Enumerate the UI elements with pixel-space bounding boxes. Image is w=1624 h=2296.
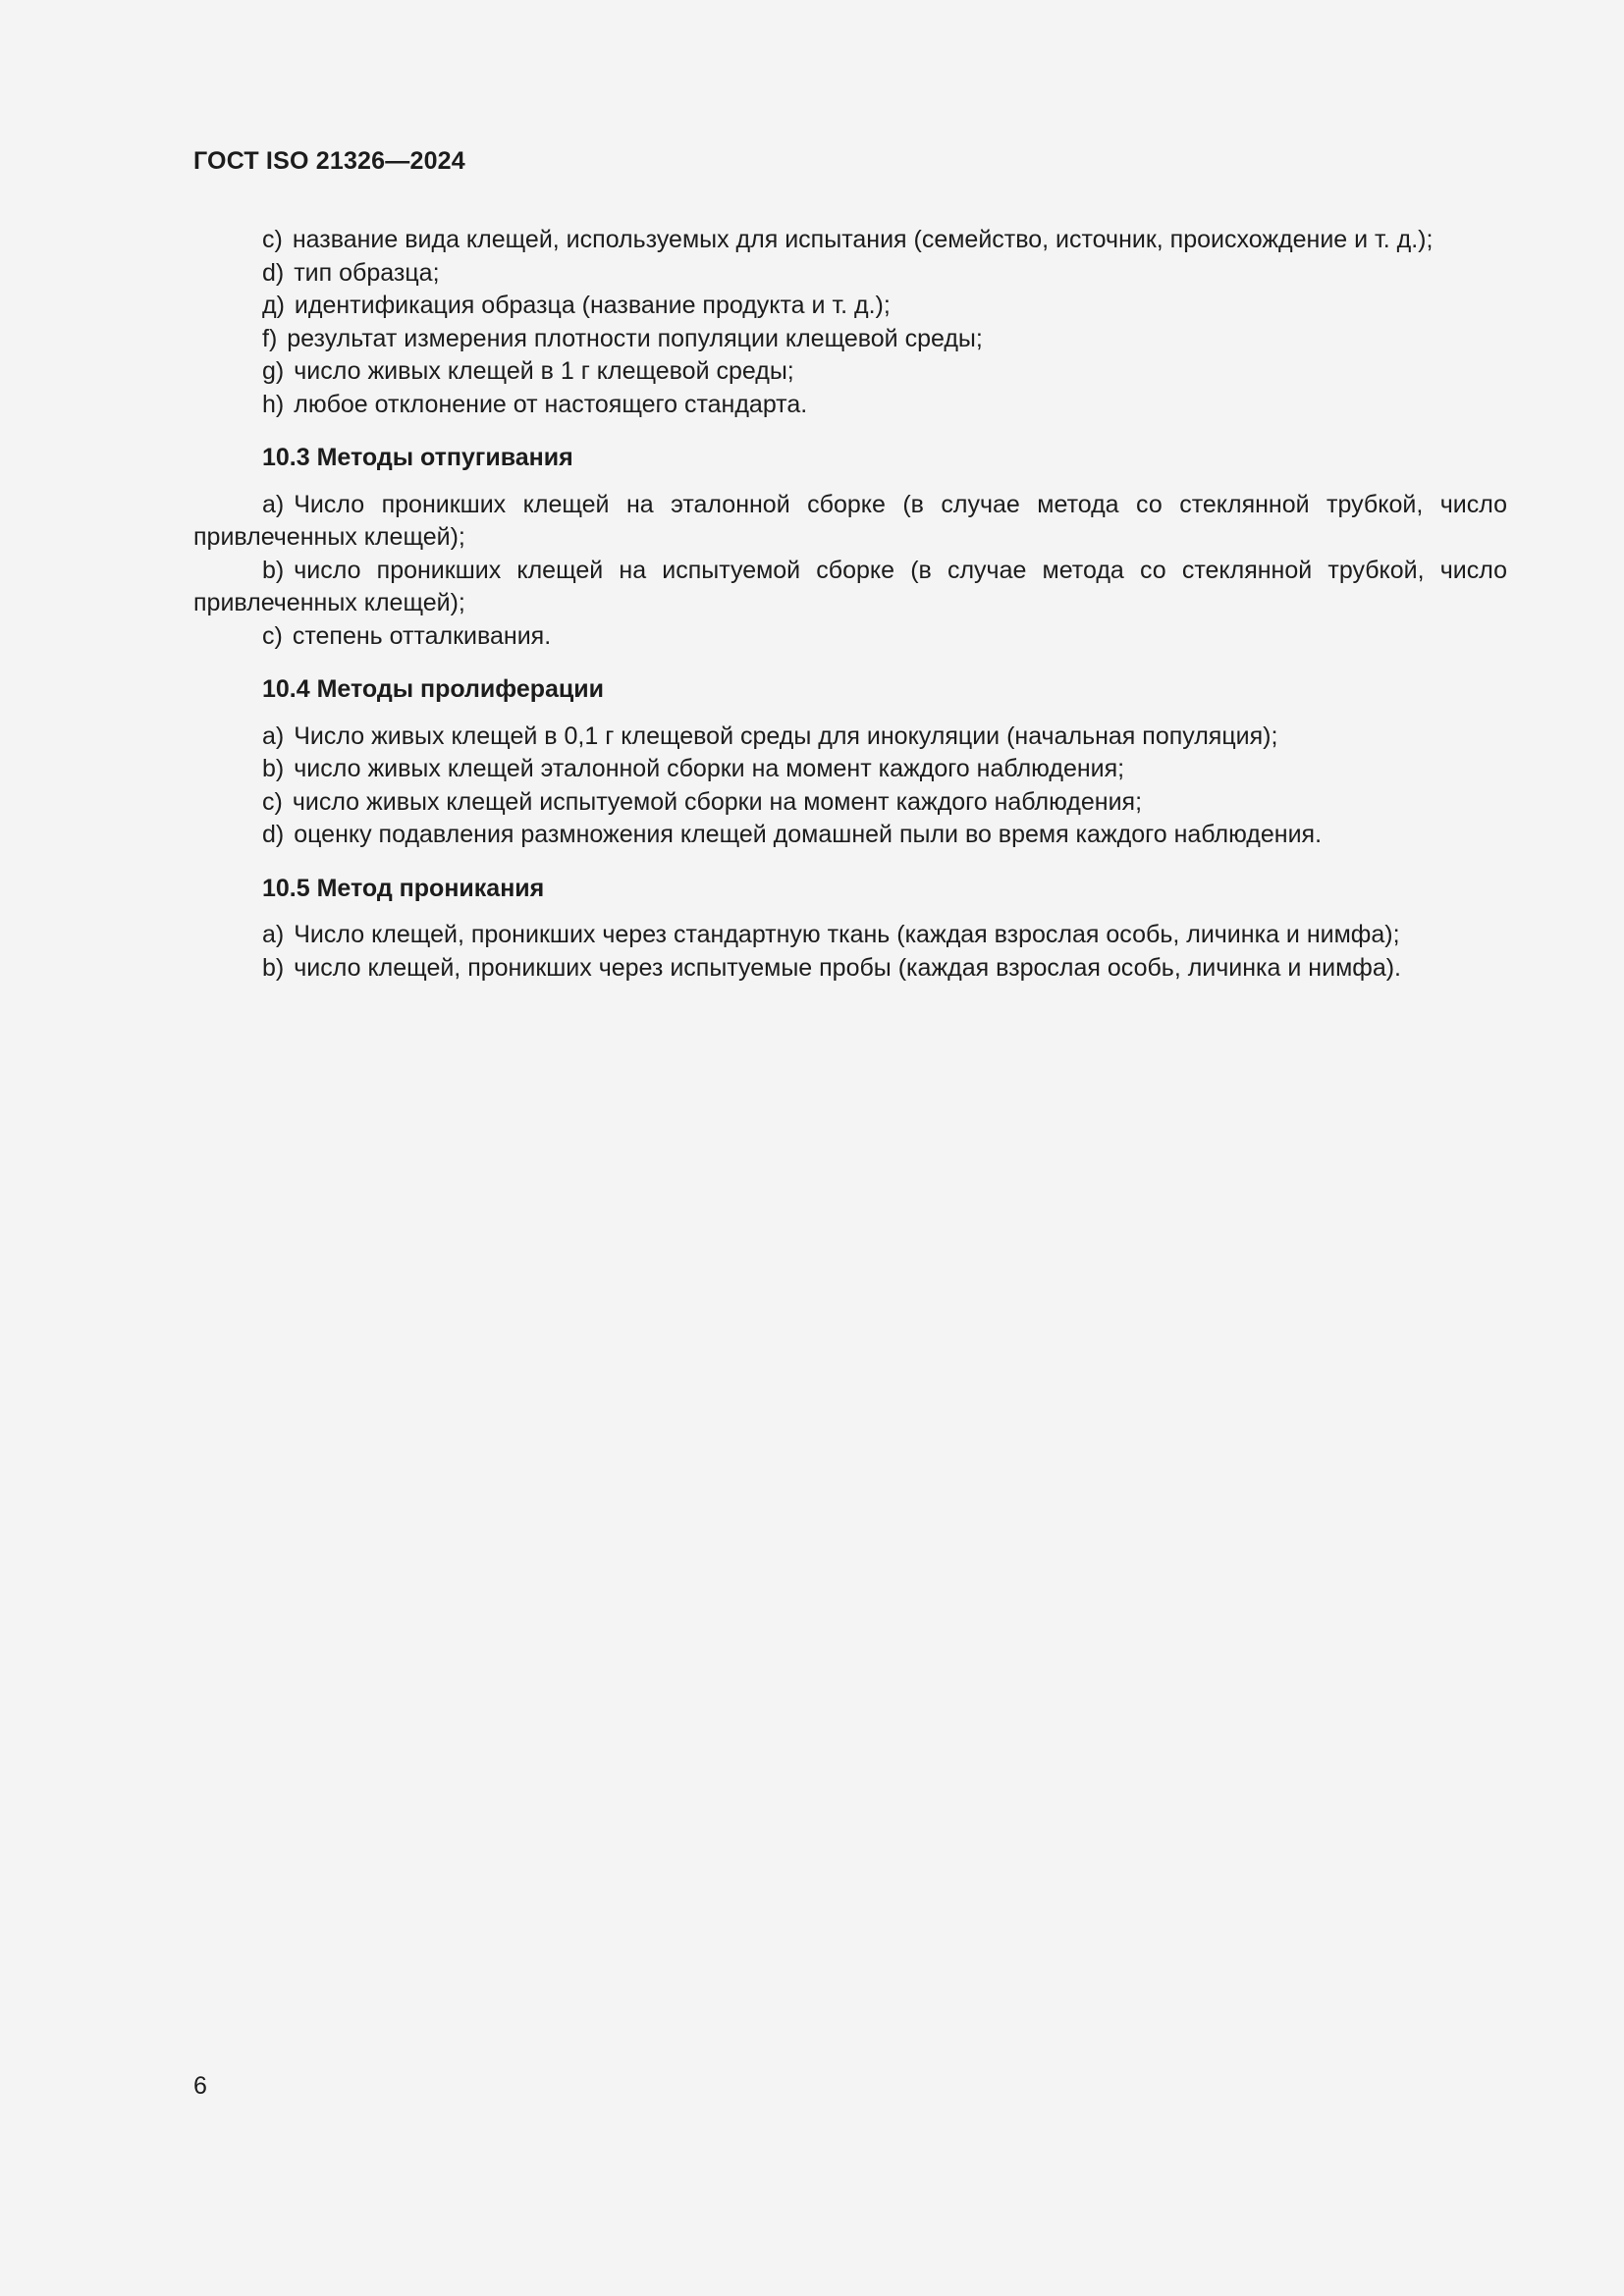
list-marker: a) [262, 721, 285, 750]
list-item [193, 355, 1507, 389]
list-item-text: название вида клещей, используемых для испытания (семейство, источник, происхождение и т. д.); [292, 226, 1434, 253]
list-marker: d) [262, 821, 285, 848]
list-marker: b) [262, 556, 285, 584]
document-header: ГОСТ ISO 21326—2024 [193, 147, 465, 175]
list-item-text: число живых клещей испытуемой сборки на момент каждого наблюдения; [292, 787, 1143, 816]
list-item [193, 620, 1507, 654]
list-marker: g) [262, 357, 285, 385]
list-marker: д) [262, 292, 285, 319]
list-item [193, 257, 1507, 291]
list-marker: f) [262, 324, 278, 352]
section-10-3 [193, 442, 1507, 653]
list-item [193, 919, 1507, 952]
document-body [193, 224, 1507, 985]
list-item-text: идентификация образца (название продукта и т. д.); [294, 292, 891, 319]
list-item-text: тип образца; [294, 258, 440, 287]
section-heading: 10.4 Методы пролиферации [262, 675, 605, 703]
list-item [193, 224, 1507, 257]
list-marker: a) [262, 490, 285, 518]
list-item-text: степень отталкивания. [292, 621, 552, 650]
list-item [193, 721, 1507, 754]
list-marker: b) [262, 755, 285, 782]
list-item [193, 290, 1507, 323]
list-item [193, 555, 1507, 620]
list-item-text: Число живых клещей в 0,1 г клещевой среды для инокуляции (начальная популяция); [294, 721, 1278, 750]
section-heading: 10.5 Метод проникания [262, 874, 545, 902]
section-10-5 [193, 873, 1507, 986]
list-item-text: Число клещей, проникших через стандартную ткань (каждая взрослая особь, личинка и нимфа); [294, 921, 1400, 948]
list-item-text: любое отклонение от настоящего стандарта. [294, 390, 808, 418]
list-item-text: число клещей, проникших через испытуемые пробы (каждая взрослая особь, личинка и нимфа). [294, 953, 1402, 982]
list-marker: c) [262, 226, 283, 253]
list-item [193, 952, 1507, 986]
list-item-text: Число проникших клещей на эталонной сборке (в случае метода со стеклянной трубкой, число привлеченных клещей); [193, 490, 1507, 551]
list-marker: d) [262, 258, 285, 287]
list-item-text: результат измерения плотности популяции клещевой среды; [287, 324, 983, 352]
list-item [193, 389, 1507, 422]
list-marker: c) [262, 787, 283, 816]
section-10-4 [193, 673, 1507, 852]
intro-list [193, 224, 1507, 421]
list-item [193, 786, 1507, 820]
list-marker: h) [262, 390, 285, 418]
section-heading: 10.3 Методы отпугивания [262, 444, 573, 471]
list-item [193, 323, 1507, 356]
list-item-text: число проникших клещей на испытуемой сборке (в случае метода со стеклянной трубкой, число привлеченных клещей); [193, 556, 1507, 616]
list-marker: b) [262, 953, 285, 982]
list-item [193, 819, 1507, 852]
list-item-text: число живых клещей эталонной сборки на момент каждого наблюдения; [294, 755, 1125, 782]
list-marker: a) [262, 921, 285, 948]
list-item [193, 753, 1507, 786]
page-number: 6 [193, 2072, 207, 2100]
list-item-text: число живых клещей в 1 г клещевой среды; [294, 357, 794, 385]
list-marker: c) [262, 621, 283, 650]
list-item-text: оценку подавления размножения клещей домашней пыли во время каждого наблюдения. [294, 821, 1323, 848]
list-item [193, 489, 1507, 555]
